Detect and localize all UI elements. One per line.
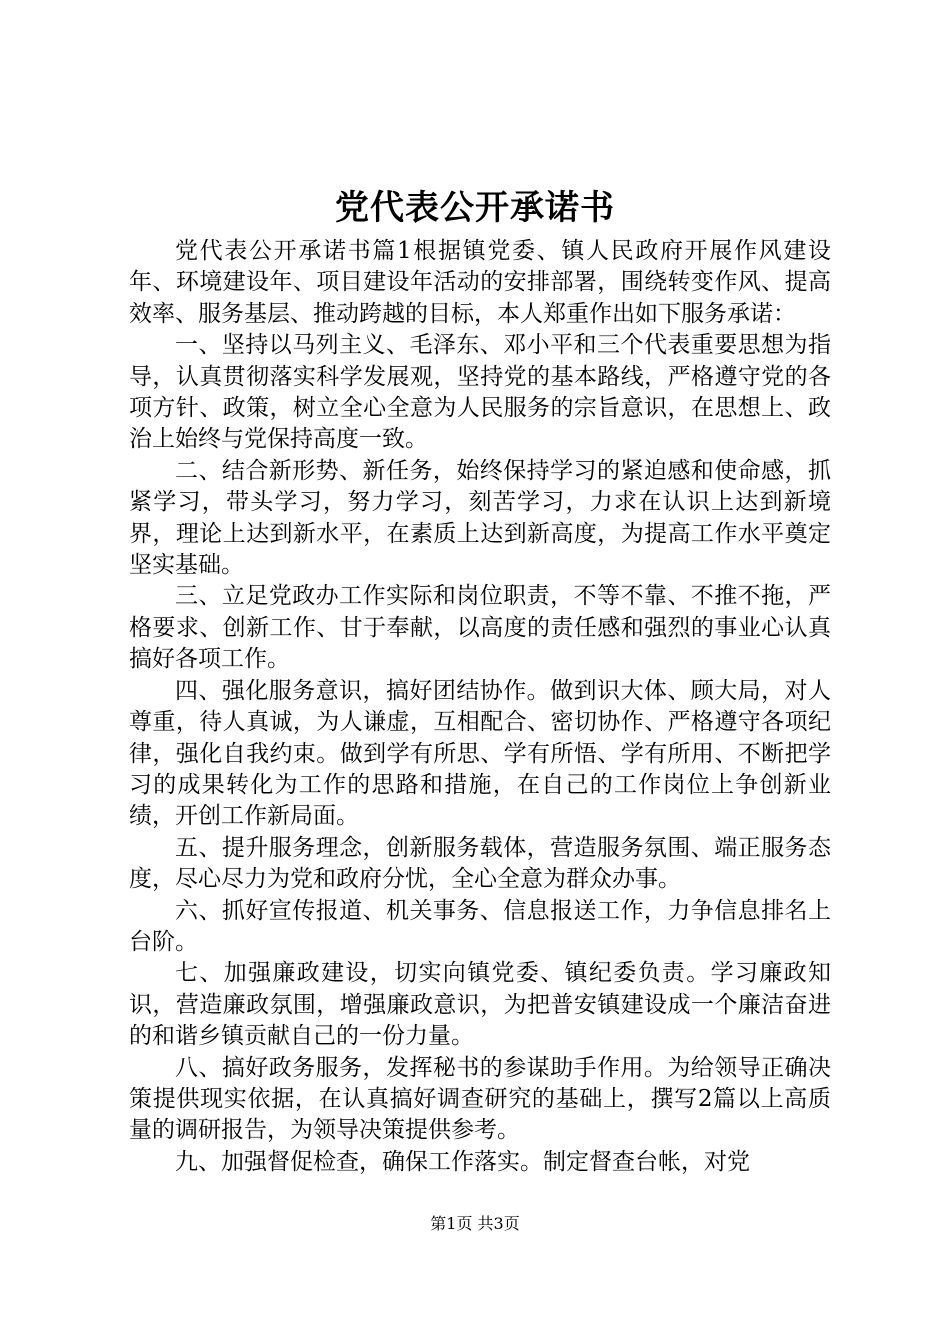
document-body xyxy=(129,236,831,1178)
paragraph-8: 八、搞好政务服务，发挥秘书的参谋助手作用。为给领导正确决策提供现实依据，在认真搞好调查研究的基础上，撰写2篇以上高质量的调研报告，为领导决策提供参考。 xyxy=(129,1054,831,1144)
paragraph-3: 三、立足党政办工作实际和岗位职责，不等不靠、不推不拖，严格要求、创新工作、甘于奉献，以高度的责任感和强烈的事业心认真搞好各项工作。 xyxy=(129,583,831,673)
paragraph-4: 四、强化服务意识，搞好团结协作。做到识大体、顾大局，对人尊重，待人真诚，为人谦虚，互相配合、密切协作、严格遵守各项纪律，强化自我约束。做到学有所思、学有所悟、学有所用、不断把学习的成果转化为工作的思路和措施，在自己的工作岗位上争创新业绩，开创工作新局面。 xyxy=(129,677,831,830)
paragraph-5: 五、提升服务理念，创新服务载体，营造服务氛围、端正服务态度，尽心尽力为党和政府分忧，全心全意为群众办事。 xyxy=(129,834,831,893)
paragraph-1: 一、坚持以马列主义、毛泽东、邓小平和三个代表重要思想为指导，认真贯彻落实科学发展观，坚持党的基本路线，严格遵守党的各项方针、政策，树立全心全意为人民服务的宗旨意识，在思想上、政治上始终与党保持高度一致。 xyxy=(129,332,831,453)
document-title: 党代表公开承诺书 xyxy=(335,188,615,228)
paragraph-7: 七、加强廉政建设，切实向镇党委、镇纪委负责。学习廉政知识，营造廉政氛围，增强廉政意识，为把普安镇建设成一个廉洁奋进的和谐乡镇贡献自己的一份力量。 xyxy=(129,960,831,1050)
page-footer: 第1页 共3页 xyxy=(430,1214,520,1233)
paragraph-intro: 党代表公开承诺书篇1根据镇党委、镇人民政府开展作风建设年、环境建设年、项目建设年活动的安排部署，围绕转变作风、提高效率、服务基层、推动跨越的目标，本人郑重作出如下服务承诺： xyxy=(129,238,831,327)
paragraph-9: 九、加强督促检查，确保工作落实。制定督查台帐，对党 xyxy=(175,1148,750,1175)
paragraph-6: 六、抓好宣传报道、机关事务、信息报送工作，力争信息排名上台阶。 xyxy=(129,897,831,955)
paragraph-2: 二、结合新形势、新任务，始终保持学习的紧迫感和使命感，抓紧学习，带头学习，努力学习，刻苦学习，力求在认识上达到新境界，理论上达到新水平，在素质上达到新高度，为提高工作水平奠定坚实基础。 xyxy=(129,457,831,579)
